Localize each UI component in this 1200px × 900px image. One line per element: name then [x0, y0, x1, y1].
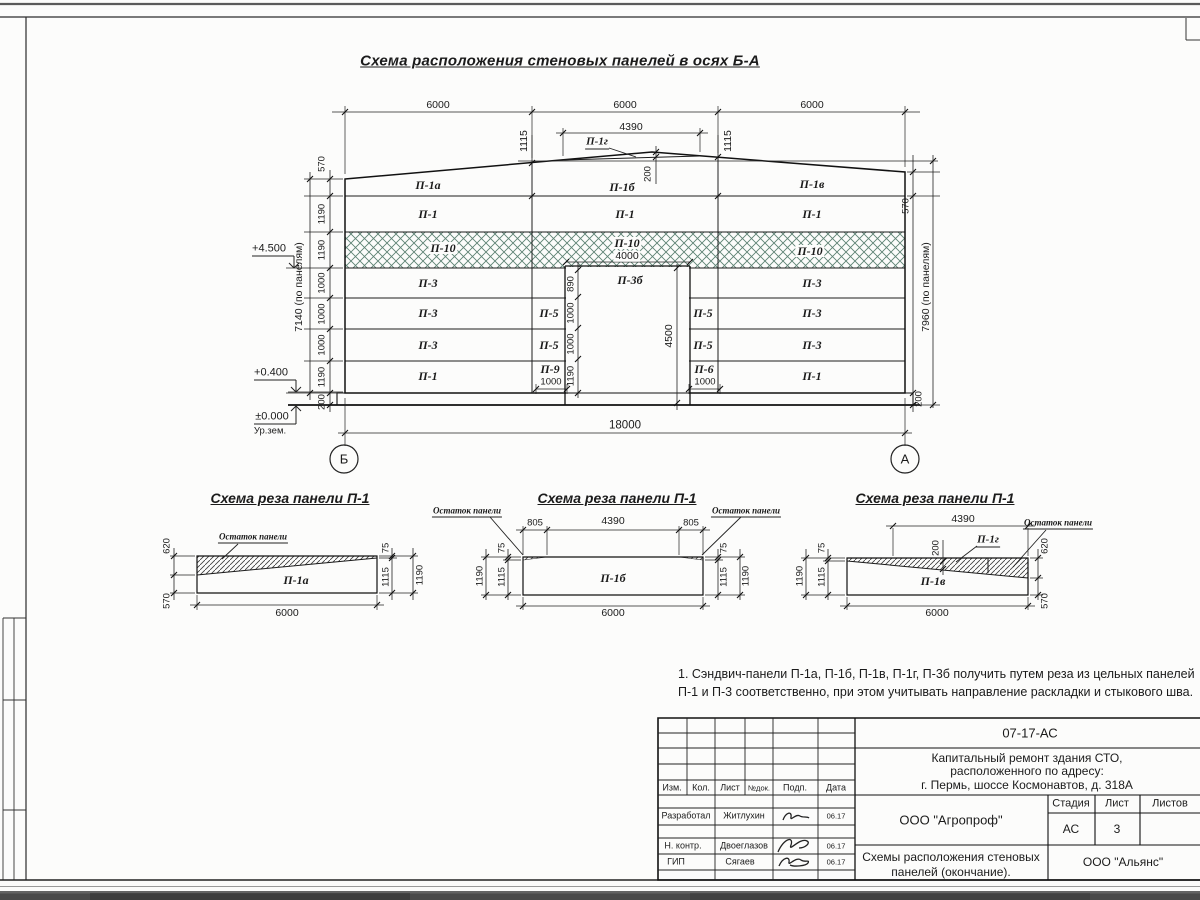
dim-1115-left: 1115: [517, 130, 530, 152]
note-line-1: 1. Сэндвич-панели П-1а, П-1б, П-1в, П-1г, П-3б получить путем реза из цельных панелей: [678, 667, 1195, 681]
panel-label: П-6: [694, 362, 714, 376]
dim-1115: 1115: [816, 567, 828, 587]
signature-gip: [779, 858, 808, 866]
dim-1000-p9: 1000: [540, 376, 562, 388]
dim-right-570: 570: [900, 198, 912, 214]
dim-1115-right: 1115: [721, 130, 734, 152]
note-line-2: П-1 и П-3 соответственно, при этом учитывать направление раскладки и стыкового шва.: [678, 685, 1194, 699]
project-line-2: расположенного по адресу:: [950, 764, 1104, 778]
leftover-label: Остаток панели: [218, 531, 288, 542]
cut-scheme-1-title: Схема реза панели П-1: [210, 490, 370, 506]
level-mark-zero: ±0.000: [255, 410, 289, 423]
dim-200-ridge: 200: [642, 166, 654, 182]
label-p1g-top: П-1г: [586, 135, 608, 148]
dim-door-890: 890: [565, 276, 577, 292]
stage-header: Стадия: [1052, 797, 1090, 810]
dim-4390: 4390: [601, 514, 625, 527]
dim-door-1190: 1190: [565, 365, 577, 387]
panel-label: П-1в: [799, 177, 825, 191]
dim-span-2: 6000: [613, 98, 637, 111]
dim-1115: 1115: [718, 567, 730, 587]
panel-label: П-1: [418, 207, 438, 221]
leftover-label: Остаток панели: [711, 505, 781, 516]
dim-6000: 6000: [925, 606, 949, 619]
panel-label: П-1а: [415, 178, 441, 192]
panel-label: П-3: [418, 276, 438, 290]
row-date: 06.17: [826, 811, 846, 821]
row-date: 06.17: [826, 857, 846, 867]
dim-chain-1190: 1190: [316, 203, 328, 225]
row-role: ГИП: [667, 856, 685, 867]
cut-scheme-2-title: Схема реза панели П-1: [537, 490, 697, 506]
org-name: ООО "Агропроф": [899, 812, 1003, 828]
dim-4500: 4500: [662, 324, 675, 348]
panel-label: П-5: [539, 306, 559, 320]
row-name: Двоеглазов: [720, 840, 768, 851]
cut-scheme-3-title: Схема реза панели П-1: [855, 490, 1015, 506]
panel-label-scheme1: П-1а: [283, 573, 309, 587]
ground-level-label: Ур.зем.: [253, 425, 287, 437]
doc-code: 07-17-АС: [1002, 725, 1058, 741]
dim-4390: 4390: [951, 512, 975, 525]
col-izm: Изм.: [662, 782, 682, 793]
org2-name: ООО "Альянс": [1082, 855, 1164, 869]
row-name: Житлухин: [723, 810, 765, 821]
signature-nkontr: [778, 840, 808, 852]
dim-6000: 6000: [601, 606, 625, 619]
panel-label: П-1: [418, 369, 438, 383]
dim-6000: 6000: [275, 606, 299, 619]
panel-label-scheme2: П-1б: [600, 571, 626, 585]
panel-label: П-10: [614, 236, 640, 250]
panel-label: П-10: [430, 241, 456, 255]
panel-label: П-1: [615, 207, 635, 221]
dim-door-1000: 1000: [565, 333, 577, 355]
col-podp: Подп.: [783, 782, 807, 793]
project-line-1: Капитальный ремонт здания СТО,: [931, 751, 1123, 765]
panel-label: П-3: [802, 276, 822, 290]
row-role: Разработал: [661, 810, 711, 821]
col-list: Лист: [720, 782, 740, 793]
dim-1000-p6: 1000: [694, 376, 716, 388]
panel-label: П-1: [802, 369, 822, 383]
dim-1190: 1190: [474, 565, 486, 587]
col-ndok: №док.: [748, 783, 770, 793]
panel-label: П-1: [802, 207, 822, 221]
doc-title-line-2: панелей (окончание).: [891, 865, 1011, 879]
dim-805: 805: [527, 517, 543, 529]
dim-4000: 4000: [615, 249, 639, 262]
leftover-label: Остаток панели: [432, 505, 502, 516]
main-title: Схема расположения стеновых панелей в осях Б-А: [360, 52, 760, 70]
dim-right-200: 200: [913, 391, 925, 407]
panel-label: П-1б: [609, 180, 635, 194]
row-name: Сягаев: [725, 856, 755, 867]
panel-label: П-5: [539, 338, 559, 352]
dim-span-3: 6000: [800, 98, 824, 111]
sheets-header: Листов: [1152, 797, 1188, 810]
level-mark-top: +4.500: [252, 242, 286, 255]
panel-label: П-3: [802, 306, 822, 320]
panel-label: П-5: [693, 306, 713, 320]
dim-chain-1190: 1190: [316, 366, 328, 388]
panel-label: П-3: [418, 306, 438, 320]
sheet-value: 3: [1113, 822, 1121, 836]
dim-chain-1000: 1000: [316, 303, 328, 325]
panel-label: П-3: [418, 338, 438, 352]
dim-620: 620: [1039, 538, 1051, 554]
sheet-header: Лист: [1105, 797, 1129, 810]
dim-75: 75: [718, 542, 730, 554]
row-role: Н. контр.: [664, 840, 702, 851]
dim-total-right: 7960 (по панелям): [919, 242, 932, 332]
dim-75: 75: [380, 542, 392, 554]
dim-75: 75: [816, 542, 828, 554]
panel-label: П-10: [797, 244, 823, 258]
dim-18000: 18000: [609, 419, 641, 432]
dim-570: 570: [161, 593, 173, 609]
dim-door-1000: 1000: [565, 302, 577, 324]
dim-chain-1000: 1000: [316, 272, 328, 294]
dim-75: 75: [496, 542, 508, 554]
label-p1g: П-1г: [977, 533, 999, 546]
panel-label: П-3: [802, 338, 822, 352]
cut-scheme-2-linework: [481, 514, 745, 610]
panel-label: П-5: [693, 338, 713, 352]
dim-span-1: 6000: [426, 98, 450, 111]
dim-chain-1190: 1190: [316, 239, 328, 261]
axis-label-b: Б: [339, 451, 349, 467]
row-date: 06.17: [826, 841, 846, 851]
dim-1115: 1115: [380, 567, 392, 587]
col-data: Дата: [826, 782, 846, 793]
main-elevation-linework: [252, 106, 940, 473]
dim-4390: 4390: [619, 120, 643, 133]
col-kol: Кол.: [692, 782, 710, 793]
signature-razrabotal: [783, 813, 809, 820]
doc-title-line-1: Схемы расположения стеновых: [862, 850, 1040, 864]
axis-label-a: А: [900, 451, 910, 467]
dim-chain-1000: 1000: [316, 334, 328, 356]
dim-620: 620: [161, 538, 173, 554]
dim-1115: 1115: [496, 567, 508, 587]
stage-value: АС: [1062, 822, 1080, 836]
dim-chain-570: 570: [316, 156, 328, 172]
panel-label-scheme3: П-1в: [920, 574, 946, 588]
dim-570: 570: [1039, 593, 1051, 609]
signatures: [778, 813, 809, 866]
dim-1190: 1190: [414, 564, 426, 586]
leftover-label: Остаток панели: [1023, 517, 1093, 528]
cut-scheme-3-linework: [801, 523, 1046, 610]
project-line-3: г. Пермь, шоссе Космонавтов, д. 318А: [921, 778, 1133, 792]
panel-label: П-3б: [617, 273, 643, 287]
dim-200: 200: [930, 540, 942, 556]
dim-805: 805: [683, 517, 699, 529]
dim-1190: 1190: [740, 565, 752, 587]
level-mark-floor: +0.400: [254, 366, 288, 379]
dim-1190: 1190: [794, 565, 806, 587]
dim-chain-200: 200: [316, 394, 328, 410]
panel-label: П-9: [540, 362, 560, 376]
dim-total-left: 7140 (по панелям): [292, 242, 305, 332]
